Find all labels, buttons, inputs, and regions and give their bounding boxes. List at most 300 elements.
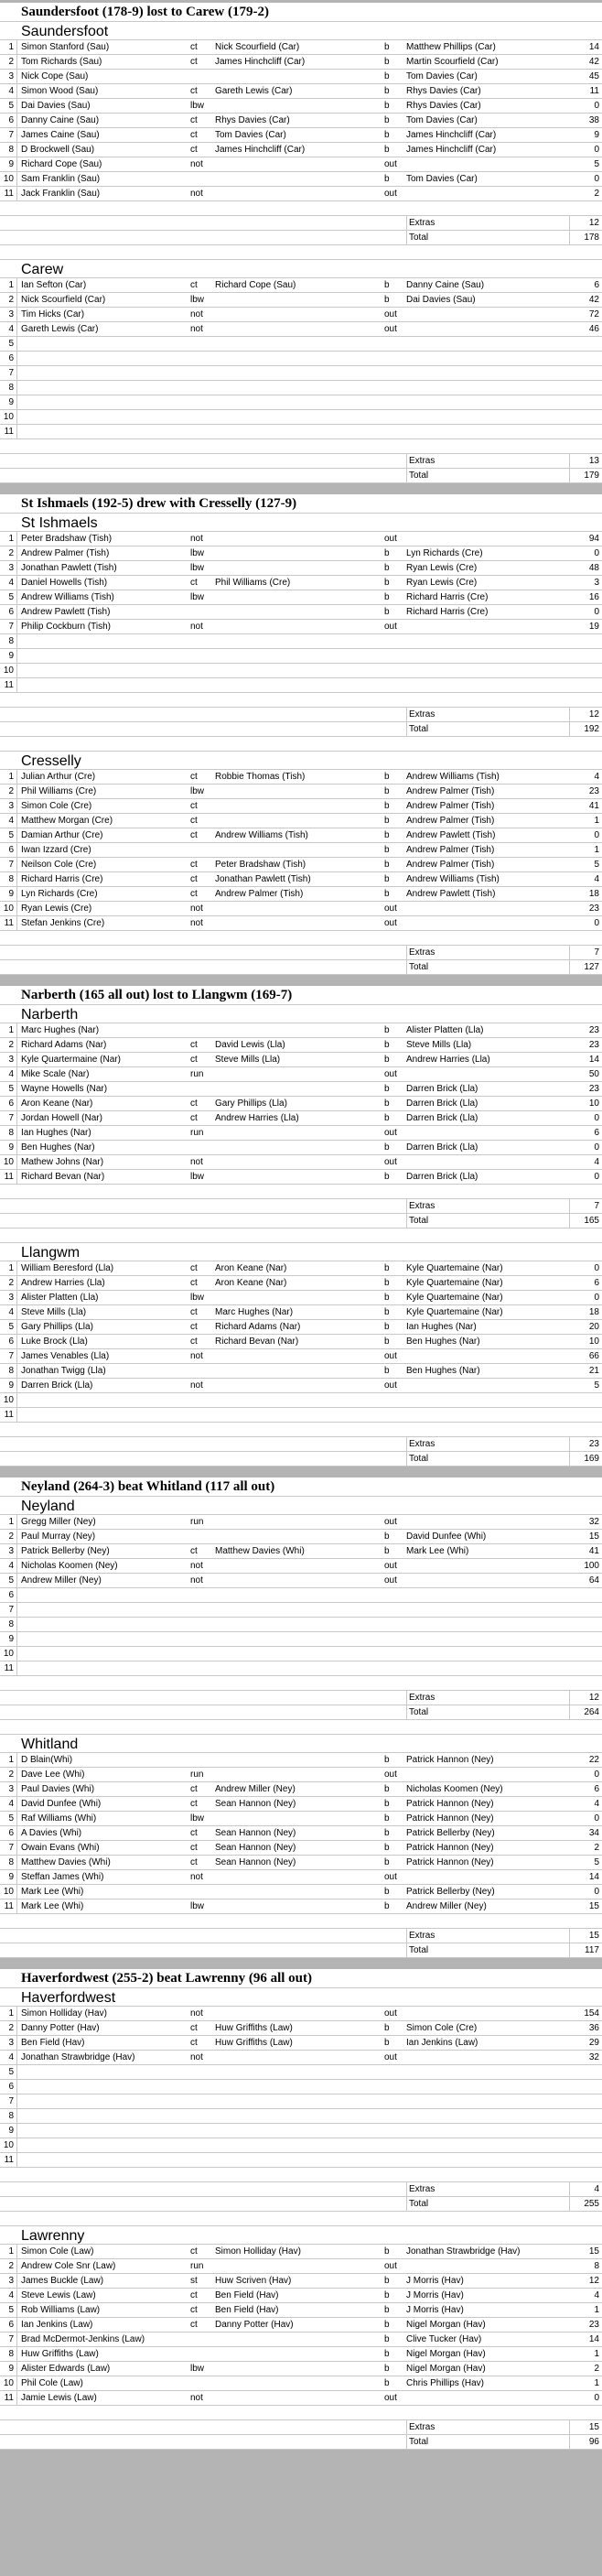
batting-order: 4 — [0, 1559, 17, 1573]
match-separator — [0, 1958, 602, 1969]
batting-order: 8 — [0, 872, 17, 886]
batting-row — [0, 381, 602, 395]
bowler-name — [406, 1559, 569, 1573]
batting-row — [0, 410, 602, 425]
batting-order: 4 — [0, 1797, 17, 1811]
blank-row — [0, 1720, 602, 1735]
dismissal-type: ct — [190, 1263, 198, 1273]
batting-order: 3 — [0, 308, 17, 321]
total-label: Total — [409, 2199, 429, 2209]
batting-order: 11 — [0, 187, 17, 200]
batter-name — [21, 1661, 184, 1675]
total-row — [0, 960, 602, 975]
batting-order: 5 — [0, 337, 17, 351]
bowler-name: Simon Cole (Cre) — [406, 2023, 478, 2033]
match-title-row — [0, 986, 602, 1005]
fielder-name — [215, 620, 384, 633]
batting-order: 7 — [0, 1111, 17, 1125]
bowler-name — [406, 649, 569, 663]
match-title-row — [0, 1969, 602, 1988]
dismissal-type — [190, 2124, 210, 2138]
runs: 3 — [594, 578, 599, 588]
batter-name: Jordan Howell (Nar) — [21, 1113, 102, 1123]
bowler-name — [406, 1393, 569, 1407]
bowled-or-out: b — [384, 2276, 390, 2286]
dismissal-type: ct — [190, 1546, 198, 1556]
bowler-name: Patrick Bellerby (Ney) — [406, 1828, 495, 1838]
bowled-or-out: b — [384, 2378, 390, 2388]
fielder-name: Steve Mills (Lla) — [215, 1055, 281, 1065]
extras-row — [0, 1199, 602, 1214]
bowler-name — [406, 664, 569, 677]
batting-order: 4 — [0, 1305, 17, 1319]
dismissal-type: lbw — [190, 786, 205, 796]
bowler-name: Nigel Morgan (Hav) — [406, 2349, 486, 2359]
bowled-or-out — [384, 366, 406, 380]
fielder-name — [215, 1349, 384, 1363]
fielder-name — [215, 1515, 384, 1529]
dismissal-type: not — [190, 2008, 203, 2019]
bowled-or-out: out — [384, 918, 397, 928]
runs: 14 — [588, 42, 599, 52]
runs — [569, 2094, 599, 2108]
extras-label: Extras — [409, 1693, 435, 1703]
bowler-name: Matthew Phillips (Car) — [406, 42, 496, 52]
batting-row — [0, 1023, 602, 1038]
dismissal-type — [190, 1588, 210, 1602]
batting-order: 10 — [0, 2376, 17, 2390]
batter-name: Alister Edwards (Law) — [21, 2364, 111, 2374]
fielder-name — [215, 1588, 384, 1602]
blank-row — [0, 2212, 602, 2226]
fielder-name: David Lewis (Lla) — [215, 1040, 285, 1050]
bowler-name — [406, 1067, 569, 1081]
total-row — [0, 231, 602, 245]
batting-order: 8 — [0, 634, 17, 648]
team-name-row — [0, 1735, 602, 1753]
runs: 5 — [594, 860, 599, 870]
bowler-name: Andrew Harries (Lla) — [406, 1055, 490, 1065]
batting-order: 2 — [0, 1276, 17, 1290]
runs: 0 — [594, 1813, 599, 1824]
batter-name: Ian Sefton (Car) — [21, 280, 87, 290]
runs: 16 — [588, 592, 599, 602]
dismissal-type — [190, 425, 210, 438]
runs: 22 — [588, 1755, 599, 1765]
fielder-name — [215, 1155, 384, 1169]
batting-order: 5 — [0, 1320, 17, 1334]
bowler-name: J Morris (Hav) — [406, 2305, 464, 2315]
bowler-name: Rhys Davies (Car) — [406, 101, 481, 111]
batter-name — [21, 2124, 184, 2138]
team-name: Saundersfoot — [21, 24, 109, 39]
batting-row — [0, 1603, 602, 1618]
runs: 0 — [594, 1770, 599, 1780]
dismissal-type: ct — [190, 2305, 198, 2315]
batting-order: 9 — [0, 2124, 17, 2138]
bowler-name: James Hinchcliff (Car) — [406, 145, 497, 155]
total-label: Total — [409, 1945, 429, 1955]
runs — [569, 1408, 599, 1422]
runs: 41 — [588, 801, 599, 811]
bowled-or-out: b — [384, 1055, 390, 1065]
batting-row — [0, 634, 602, 649]
bowler-name: Ben Hughes (Nar) — [406, 1337, 480, 1347]
total-value: 179 — [584, 471, 599, 481]
dismissal-type: st — [190, 2276, 198, 2286]
fielder-name — [215, 590, 384, 604]
extras-label: Extras — [409, 456, 435, 466]
batting-row — [0, 99, 602, 114]
batter-name: Paul Murray (Ney) — [21, 1532, 96, 1542]
runs: 6 — [594, 1784, 599, 1794]
runs: 4 — [594, 2290, 599, 2300]
team-name: Carew — [21, 262, 64, 277]
batter-name: Luke Brock (Lla) — [21, 1337, 88, 1347]
batting-order: 1 — [0, 2245, 17, 2258]
bowler-name — [406, 2051, 569, 2064]
batting-row — [0, 678, 602, 693]
runs: 154 — [584, 2008, 599, 2019]
bowled-or-out: b — [384, 174, 390, 184]
bowler-name — [406, 1379, 569, 1392]
batting-order: 1 — [0, 1753, 17, 1767]
bowler-name — [406, 410, 569, 424]
runs: 23 — [588, 1025, 599, 1035]
batting-order: 3 — [0, 70, 17, 83]
batter-name — [21, 352, 184, 365]
bowler-name — [406, 2080, 569, 2094]
runs: 10 — [588, 1099, 599, 1109]
dismissal-type: ct — [190, 2320, 198, 2330]
bowled-or-out: b — [384, 1857, 390, 1867]
batting-row — [0, 649, 602, 664]
batting-order: 7 — [0, 2094, 17, 2108]
dismissal-type — [190, 410, 210, 424]
dismissal-type: ct — [190, 2246, 198, 2257]
batting-row — [0, 916, 602, 931]
bowler-name — [406, 1126, 569, 1140]
batter-name: Ben Hughes (Nar) — [21, 1142, 95, 1153]
dismissal-type: not — [190, 1561, 203, 1571]
bowler-name: Rhys Davies (Car) — [406, 86, 481, 96]
team-name-row — [0, 260, 602, 278]
team-name: Cresselly — [21, 753, 81, 769]
batting-row — [0, 1126, 602, 1141]
batting-order: 7 — [0, 366, 17, 380]
dismissal-type: ct — [190, 1784, 198, 1794]
dismissal-type: not — [190, 324, 203, 334]
extras-row — [0, 1691, 602, 1705]
bowled-or-out — [384, 337, 406, 351]
blank-row — [0, 439, 602, 454]
dismissal-type: ct — [190, 1857, 198, 1867]
bowler-name: Steve Mills (Lla) — [406, 1040, 472, 1050]
extras-value: 12 — [588, 1693, 599, 1703]
batting-order: 4 — [0, 322, 17, 336]
batting-row — [0, 843, 602, 858]
batting-row — [0, 1305, 602, 1320]
bowler-name — [406, 1632, 569, 1646]
runs: 50 — [588, 1069, 599, 1079]
batter-name: Damian Arthur (Cre) — [21, 830, 103, 840]
batting-order: 11 — [0, 2153, 17, 2167]
runs: 8 — [594, 2261, 599, 2271]
dismissal-type: not — [190, 1380, 203, 1391]
bowled-or-out: b — [384, 2320, 390, 2330]
bowler-name — [406, 1574, 569, 1587]
bowled-or-out: out — [384, 1128, 397, 1138]
bowler-name — [406, 1155, 569, 1169]
batting-order: 1 — [0, 1261, 17, 1275]
dismissal-type: lbw — [190, 2364, 205, 2374]
blank-row — [0, 201, 602, 216]
batter-name: Andrew Williams (Tish) — [21, 592, 114, 602]
bowled-or-out — [384, 2109, 406, 2123]
bowler-name — [406, 916, 569, 930]
bowler-name — [406, 902, 569, 915]
fielder-name — [215, 2007, 384, 2020]
dismissal-type — [190, 843, 210, 857]
team-name: St Ishmaels — [21, 515, 98, 531]
bowled-or-out — [384, 649, 406, 663]
bowler-name: Kyle Quartemaine (Nar) — [406, 1278, 503, 1288]
bowler-name — [406, 1768, 569, 1781]
bowled-or-out: b — [384, 57, 390, 67]
runs: 19 — [588, 622, 599, 632]
dismissal-type — [190, 1023, 210, 1037]
dismissal-type — [190, 2109, 210, 2123]
batting-row — [0, 2153, 602, 2168]
dismissal-type: ct — [190, 2023, 198, 2033]
match-title-row — [0, 494, 602, 514]
batter-name: Nick Scourfield (Car) — [21, 295, 106, 305]
batting-row — [0, 799, 602, 814]
bowler-name: Tom Davies (Car) — [406, 174, 478, 184]
extras-label: Extras — [409, 709, 435, 720]
bowler-name — [406, 620, 569, 633]
batter-name: Jack Franklin (Sau) — [21, 189, 101, 199]
bowled-or-out: b — [384, 1099, 390, 1109]
fielder-name — [215, 2051, 384, 2064]
bowler-name — [406, 2138, 569, 2152]
batter-name — [21, 1647, 184, 1661]
bowler-name — [406, 1618, 569, 1631]
runs: 0 — [594, 1887, 599, 1897]
runs: 2 — [594, 1843, 599, 1853]
bowler-name: Andrew Palmer (Tish) — [406, 816, 495, 826]
batter-name: Andrew Pawlett (Tish) — [21, 607, 111, 617]
batting-row — [0, 1364, 602, 1379]
fielder-name — [215, 532, 384, 546]
fielder-name — [215, 2153, 384, 2167]
dismissal-type — [190, 1408, 210, 1422]
batting-row — [0, 1515, 602, 1530]
batter-name: Simon Cole (Cre) — [21, 801, 92, 811]
batter-name — [21, 1588, 184, 1602]
blank-row — [0, 737, 602, 752]
batting-row — [0, 785, 602, 799]
fielder-name: Huw Griffiths (Law) — [215, 2023, 293, 2033]
bowled-or-out: b — [384, 845, 390, 855]
batter-name: Alister Platten (Lla) — [21, 1293, 99, 1303]
runs: 5 — [594, 1857, 599, 1867]
bowled-or-out: b — [384, 2364, 390, 2374]
runs: 42 — [588, 295, 599, 305]
batting-order: 9 — [0, 157, 17, 171]
extras-row — [0, 216, 602, 231]
team-name-row — [0, 2226, 602, 2245]
bowled-or-out: b — [384, 295, 390, 305]
batting-row — [0, 1335, 602, 1349]
bowler-name — [406, 187, 569, 200]
batter-name — [21, 410, 184, 424]
fielder-name — [215, 1661, 384, 1675]
runs: 1 — [594, 2305, 599, 2315]
batting-order: 1 — [0, 1515, 17, 1529]
batting-order: 8 — [0, 1364, 17, 1378]
batter-name: Philip Cockburn (Tish) — [21, 622, 111, 632]
batting-order: 11 — [0, 1900, 17, 1913]
fielder-name: Ben Field (Hav) — [215, 2290, 279, 2300]
fielder-name — [215, 1126, 384, 1140]
fielder-name — [215, 902, 384, 915]
dismissal-type: ct — [190, 86, 198, 96]
bowler-name: Tom Davies (Car) — [406, 71, 478, 81]
batting-order: 6 — [0, 1335, 17, 1348]
fielder-name: Sean Hannon (Ney) — [215, 1857, 296, 1867]
runs: 34 — [588, 1828, 599, 1838]
batting-row — [0, 2109, 602, 2124]
dismissal-type: lbw — [190, 1293, 205, 1303]
fielder-name — [215, 1082, 384, 1096]
runs: 5 — [594, 1380, 599, 1391]
dismissal-type: ct — [190, 1307, 198, 1317]
batting-order: 5 — [0, 590, 17, 604]
bowled-or-out: out — [384, 1157, 397, 1167]
total-value: 178 — [584, 233, 599, 243]
bowler-name — [406, 2153, 569, 2167]
bowled-or-out: b — [384, 1784, 390, 1794]
batting-order: 2 — [0, 1530, 17, 1543]
fielder-name: Jonathan Pawlett (Tish) — [215, 874, 311, 884]
batting-row — [0, 1588, 602, 1603]
fielder-name — [215, 99, 384, 113]
fielder-name: Richard Bevan (Nar) — [215, 1337, 299, 1347]
batter-name: Brad McDermot-Jenkins (Law) — [21, 2334, 145, 2344]
batting-row — [0, 1097, 602, 1111]
batting-order: 8 — [0, 1856, 17, 1869]
team-name-row — [0, 22, 602, 40]
bowler-name: Darren Brick (Lla) — [406, 1084, 478, 1094]
batting-row — [0, 293, 602, 308]
batting-order: 9 — [0, 887, 17, 901]
batting-row — [0, 1170, 602, 1185]
bowler-name: Lyn Richards (Cre) — [406, 548, 483, 558]
dismissal-type: lbw — [190, 563, 205, 573]
bowler-name — [406, 352, 569, 365]
batter-name: Simon Wood (Sau) — [21, 86, 99, 96]
batter-name: Wayne Howells (Nar) — [21, 1084, 108, 1094]
batter-name: Raf Williams (Whi) — [21, 1813, 97, 1824]
dismissal-type — [190, 1082, 210, 1096]
fielder-name: Gary Phillips (Lla) — [215, 1099, 287, 1109]
runs: 29 — [588, 2038, 599, 2048]
batter-name: Daniel Howells (Tish) — [21, 578, 108, 588]
bowler-name: Patrick Bellerby (Ney) — [406, 1887, 495, 1897]
dismissal-type: lbw — [190, 295, 205, 305]
batting-row — [0, 84, 602, 99]
batting-order: 6 — [0, 1826, 17, 1840]
team-name: Lawrenny — [21, 2228, 85, 2244]
batter-name: Mark Lee (Whi) — [21, 1887, 84, 1897]
batting-order: 5 — [0, 1574, 17, 1587]
bowled-or-out: b — [384, 1813, 390, 1824]
extras-label: Extras — [409, 1439, 435, 1449]
fielder-name: Marc Hughes (Nar) — [215, 1307, 294, 1317]
batting-row — [0, 1530, 602, 1544]
runs: 12 — [588, 2276, 599, 2286]
bowler-name: Kyle Quartemaine (Nar) — [406, 1263, 503, 1273]
batter-name: James Buckle (Law) — [21, 2276, 104, 2286]
batting-row — [0, 143, 602, 157]
bowled-or-out: b — [384, 578, 390, 588]
match-separator — [0, 483, 602, 494]
batting-row — [0, 2007, 602, 2021]
batting-row — [0, 2021, 602, 2036]
bowler-name: Ian Hughes (Nar) — [406, 1322, 477, 1332]
batting-row — [0, 1574, 602, 1588]
bowler-name: Andrew Pawlett (Tish) — [406, 889, 496, 899]
bowled-or-out: out — [384, 2008, 397, 2019]
runs: 14 — [588, 1872, 599, 1882]
runs: 0 — [594, 1293, 599, 1303]
runs — [569, 678, 599, 692]
dismissal-type: lbw — [190, 548, 205, 558]
bowler-name: Patrick Hannon (Ney) — [406, 1755, 494, 1765]
batting-order: 9 — [0, 1870, 17, 1884]
batting-row — [0, 858, 602, 872]
batter-name — [21, 337, 184, 351]
bowler-name — [406, 634, 569, 648]
total-label: Total — [409, 1707, 429, 1717]
bowler-name — [406, 1515, 569, 1529]
fielder-name — [215, 1023, 384, 1037]
dismissal-type — [190, 649, 210, 663]
batter-name: Dai Davies (Sau) — [21, 101, 91, 111]
batting-order: 6 — [0, 352, 17, 365]
dismissal-type: ct — [190, 860, 198, 870]
batting-order: 1 — [0, 532, 17, 546]
fielder-name: Richard Adams (Nar) — [215, 1322, 301, 1332]
bowled-or-out: b — [384, 1366, 390, 1376]
dismissal-type: not — [190, 309, 203, 319]
dismissal-type: not — [190, 189, 203, 199]
runs: 46 — [588, 324, 599, 334]
bowled-or-out: b — [384, 801, 390, 811]
batting-order: 9 — [0, 649, 17, 663]
batting-row — [0, 1111, 602, 1126]
runs: 0 — [594, 174, 599, 184]
batter-name: Dave Lee (Whi) — [21, 1770, 85, 1780]
extras-label: Extras — [409, 1931, 435, 1941]
dismissal-type: ct — [190, 1278, 198, 1288]
bowled-or-out — [384, 425, 406, 438]
batter-name: Julian Arthur (Cre) — [21, 772, 96, 782]
batter-name — [21, 1618, 184, 1631]
dismissal-type: not — [190, 622, 203, 632]
fielder-name — [215, 605, 384, 619]
